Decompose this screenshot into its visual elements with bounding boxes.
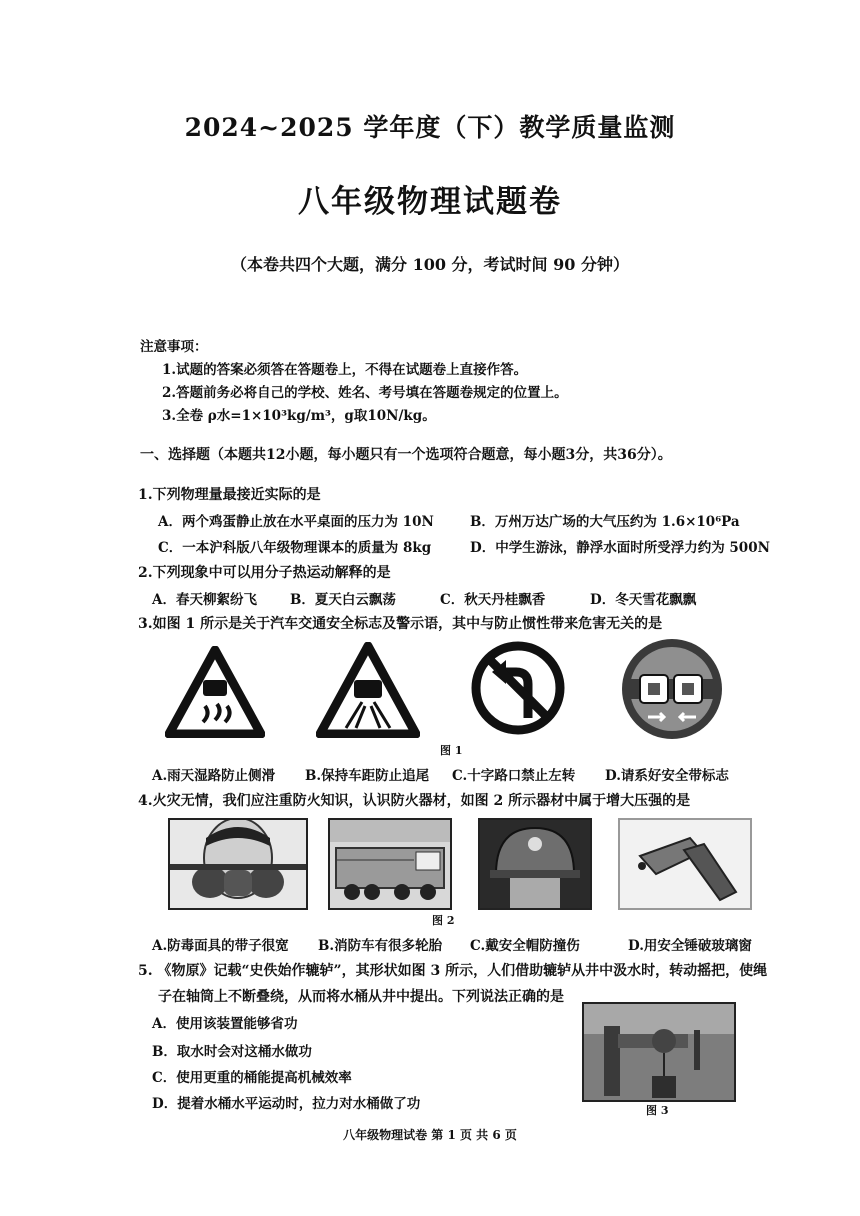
slippery-road-sign-icon bbox=[165, 646, 265, 738]
question-2-option-d: D．冬天雪花飘飘 bbox=[590, 592, 697, 608]
question-5-option-a: A．使用该装置能够省功 bbox=[152, 1016, 298, 1032]
windlass-image bbox=[582, 1002, 736, 1102]
question-3-option-a: A.雨天湿路防止侧滑 bbox=[152, 768, 276, 784]
exam-info: （本卷共四个大题，满分 100 分，考试时间 90 分钟） bbox=[231, 255, 629, 274]
question-4-stem: 4.火灾无情，我们应注重防火知识，认识防火器材，如图 2 所示器材中属于增大压强的是 bbox=[138, 793, 691, 809]
question-4-option-b: B.消防车有很多轮胎 bbox=[318, 938, 443, 954]
question-4-option-c: C.戴安全帽防撞伤 bbox=[470, 938, 580, 954]
notice-heading: 注意事项： bbox=[140, 339, 208, 355]
keep-distance-sign-icon bbox=[316, 642, 420, 738]
figure-1-label: 图 1 bbox=[440, 744, 463, 757]
question-5-option-b: B．取水时会对这桶水做功 bbox=[152, 1044, 312, 1060]
section-heading: 一、选择题（本题共12小题，每小题只有一个选项符合题意，每小题3分，共36分）。 bbox=[140, 447, 672, 463]
question-2-stem: 2.下列现象中可以用分子热运动解释的是 bbox=[138, 565, 391, 581]
question-1-option-d: D．中学生游泳，静浮水面时所受浮力约为 500N bbox=[470, 540, 770, 556]
question-3-option-d: D.请系好安全带标志 bbox=[605, 768, 729, 784]
question-2-option-b: B．夏天白云飘荡 bbox=[290, 592, 396, 608]
question-5-option-c: C．使用更重的桶能提高机械效率 bbox=[152, 1070, 352, 1086]
exam-subtitle: 八年级物理试题卷 bbox=[298, 184, 562, 220]
question-3-option-b: B.保持车距防止追尾 bbox=[305, 768, 430, 784]
figure-3-label: 图 3 bbox=[646, 1104, 669, 1117]
no-left-turn-sign-icon bbox=[470, 640, 566, 736]
notice-item: 2.答题前务必将自己的学校、姓名、考号填在答题卷规定的位置上。 bbox=[162, 385, 568, 401]
figure-2-label: 图 2 bbox=[432, 914, 455, 927]
question-2-option-c: C．秋天丹桂飘香 bbox=[440, 592, 546, 608]
question-5-option-d: D．提着水桶水平运动时，拉力对水桶做了功 bbox=[152, 1096, 421, 1112]
gas-mask-image bbox=[168, 818, 308, 910]
question-5-stem-line-1: 5. 《物原》记载“史佚始作辘轳”，其形状如图 3 所示，人们借助辘轳从井中汲水时，转动摇把，使绳 bbox=[138, 963, 768, 979]
question-1-option-c: C．一本沪科版八年级物理课本的质量为 8kg bbox=[158, 540, 432, 556]
notice-item: 3.全卷 ρ水=1×10³kg/m³，g取10N/kg。 bbox=[162, 408, 436, 424]
question-2-option-a: A．春天柳絮纷飞 bbox=[152, 592, 257, 608]
question-4-option-d: D.用安全锤破玻璃窗 bbox=[628, 938, 752, 954]
page-footer: 八年级物理试卷 第 1 页 共 6 页 bbox=[343, 1128, 517, 1142]
safety-helmet-image bbox=[478, 818, 592, 910]
fire-truck-image bbox=[328, 818, 452, 910]
question-3-option-c: C.十字路口禁止左转 bbox=[452, 768, 576, 784]
exam-title: 2024~2025 学年度（下）教学质量监测 bbox=[184, 113, 676, 142]
question-1-option-b: B．万州万达广场的大气压约为 1.6×10⁶Pa bbox=[470, 514, 740, 530]
question-5-stem-line-2: 子在轴筒上不断叠绕，从而将水桶从井中提出。下列说法正确的是 bbox=[158, 989, 564, 1005]
safety-hammer-image bbox=[618, 818, 752, 910]
notice-item: 1.试题的答案必须答在答题卷上，不得在试题卷上直接作答。 bbox=[162, 362, 528, 378]
question-1-option-a: A．两个鸡蛋静止放在水平桌面的压力为 10N bbox=[158, 514, 434, 530]
seatbelt-sign-icon bbox=[620, 637, 724, 741]
question-1-stem: 1.下列物理量最接近实际的是 bbox=[138, 487, 321, 503]
question-4-option-a: A.防毒面具的带子很宽 bbox=[152, 938, 289, 954]
question-3-stem: 3.如图 1 所示是关于汽车交通安全标志及警示语，其中与防止惯性带来危害无关的是 bbox=[138, 616, 663, 632]
